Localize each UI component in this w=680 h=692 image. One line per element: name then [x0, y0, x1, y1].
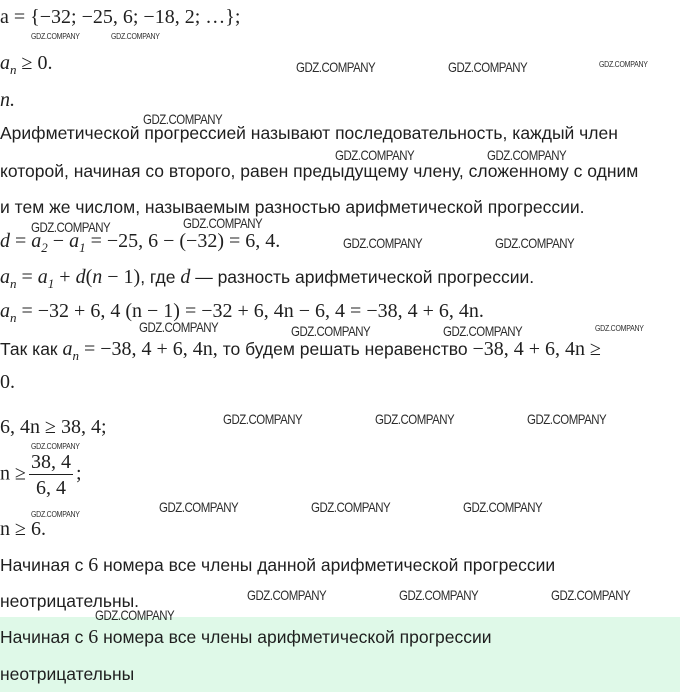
- answer-line-2: неотрицательны: [0, 664, 135, 684]
- watermark: GDZ.COMPANY: [139, 319, 219, 335]
- watermark: GDZ.COMPANY: [443, 323, 523, 339]
- watermark: GDZ.COMPANY: [247, 587, 327, 603]
- watermark: GDZ.COMPANY: [159, 499, 239, 515]
- definition-line-3: и тем же числом, называемым разностью арифметической прогрессии.: [0, 197, 585, 217]
- watermark: GDZ.COMPANY: [31, 441, 80, 451]
- fraction: $\frac{38, 4}{6, 4}$: [30, 451, 71, 499]
- conclusion-line-2: неотрицательны.: [0, 591, 140, 611]
- watermark: GDZ.COMPANY: [95, 607, 175, 623]
- watermark: GDZ.COMPANY: [296, 59, 376, 75]
- zero-line: 0.: [0, 371, 15, 393]
- watermark: GDZ.COMPANY: [31, 219, 111, 235]
- inequality-step-3: n ≥ 6.: [0, 518, 46, 540]
- watermark: GDZ.COMPANY: [343, 235, 423, 251]
- sequence-definition: a = {−32; −25, 6; −18, 2; …};: [0, 6, 241, 28]
- since-line: Так как $a_n = -38$, 4 + 6, 4n, то будем решать неравенство −38, 4 + 6, 4n ≥: [0, 338, 601, 363]
- answer-line-1: Начиная с 6 номера все члены арифметической прогрессии: [0, 626, 492, 648]
- watermark: GDZ.COMPANY: [463, 499, 543, 515]
- watermark: GDZ.COMPANY: [399, 587, 479, 603]
- watermark: GDZ.COMPANY: [487, 147, 567, 163]
- inequality-step-2: n ≥ $\frac{38, 4}{6, 4}$ ;: [0, 451, 82, 499]
- watermark: GDZ.COMPANY: [291, 323, 371, 339]
- nth-term-calculation: $a_n = -32 + 6$, 4 (n − 1) = −32 + 6, 4n − 6, 4 = −38, 4 + 6, 4n.: [0, 300, 484, 325]
- inequality-step-1: 6, 4n ≥ 38, 4;: [0, 416, 107, 438]
- watermark: GDZ.COMPANY: [551, 587, 631, 603]
- watermark: GDZ.COMPANY: [495, 235, 575, 251]
- nth-term-formula: $a_n = a_1 + d(n - 1)$, где d — разность арифметической прогрессии.: [0, 266, 535, 291]
- watermark: GDZ.COMPANY: [335, 147, 415, 163]
- watermark: GDZ.COMPANY: [527, 411, 607, 427]
- watermark: GDZ.COMPANY: [599, 59, 648, 69]
- watermark: GDZ.COMPANY: [183, 215, 263, 231]
- watermark: GDZ.COMPANY: [111, 31, 160, 41]
- conclusion-line-1: Начиная с 6 номера все члены данной арифметической прогрессии: [0, 554, 556, 576]
- definition-line-1: Арифметической прогрессией называют последовательность, каждый член: [0, 123, 618, 143]
- definition-line-2: которой, начиная со второго, равен предыдущему члену, сложенному с одним: [0, 161, 639, 181]
- watermark: GDZ.COMPANY: [595, 323, 644, 333]
- watermark: GDZ.COMPANY: [223, 411, 303, 427]
- watermark: GDZ.COMPANY: [143, 111, 223, 127]
- watermark: GDZ.COMPANY: [375, 411, 455, 427]
- watermark: GDZ.COMPANY: [311, 499, 391, 515]
- watermark: GDZ.COMPANY: [31, 31, 80, 41]
- difference-formula: $d = a_2 - a_1 = -25$, 6 − (−32) = 6, 4.: [0, 230, 281, 255]
- condition-line: $a_n \ge 0$.: [0, 52, 53, 77]
- n-line: n.: [0, 89, 15, 111]
- watermark: GDZ.COMPANY: [448, 59, 528, 75]
- watermark: GDZ.COMPANY: [31, 509, 80, 519]
